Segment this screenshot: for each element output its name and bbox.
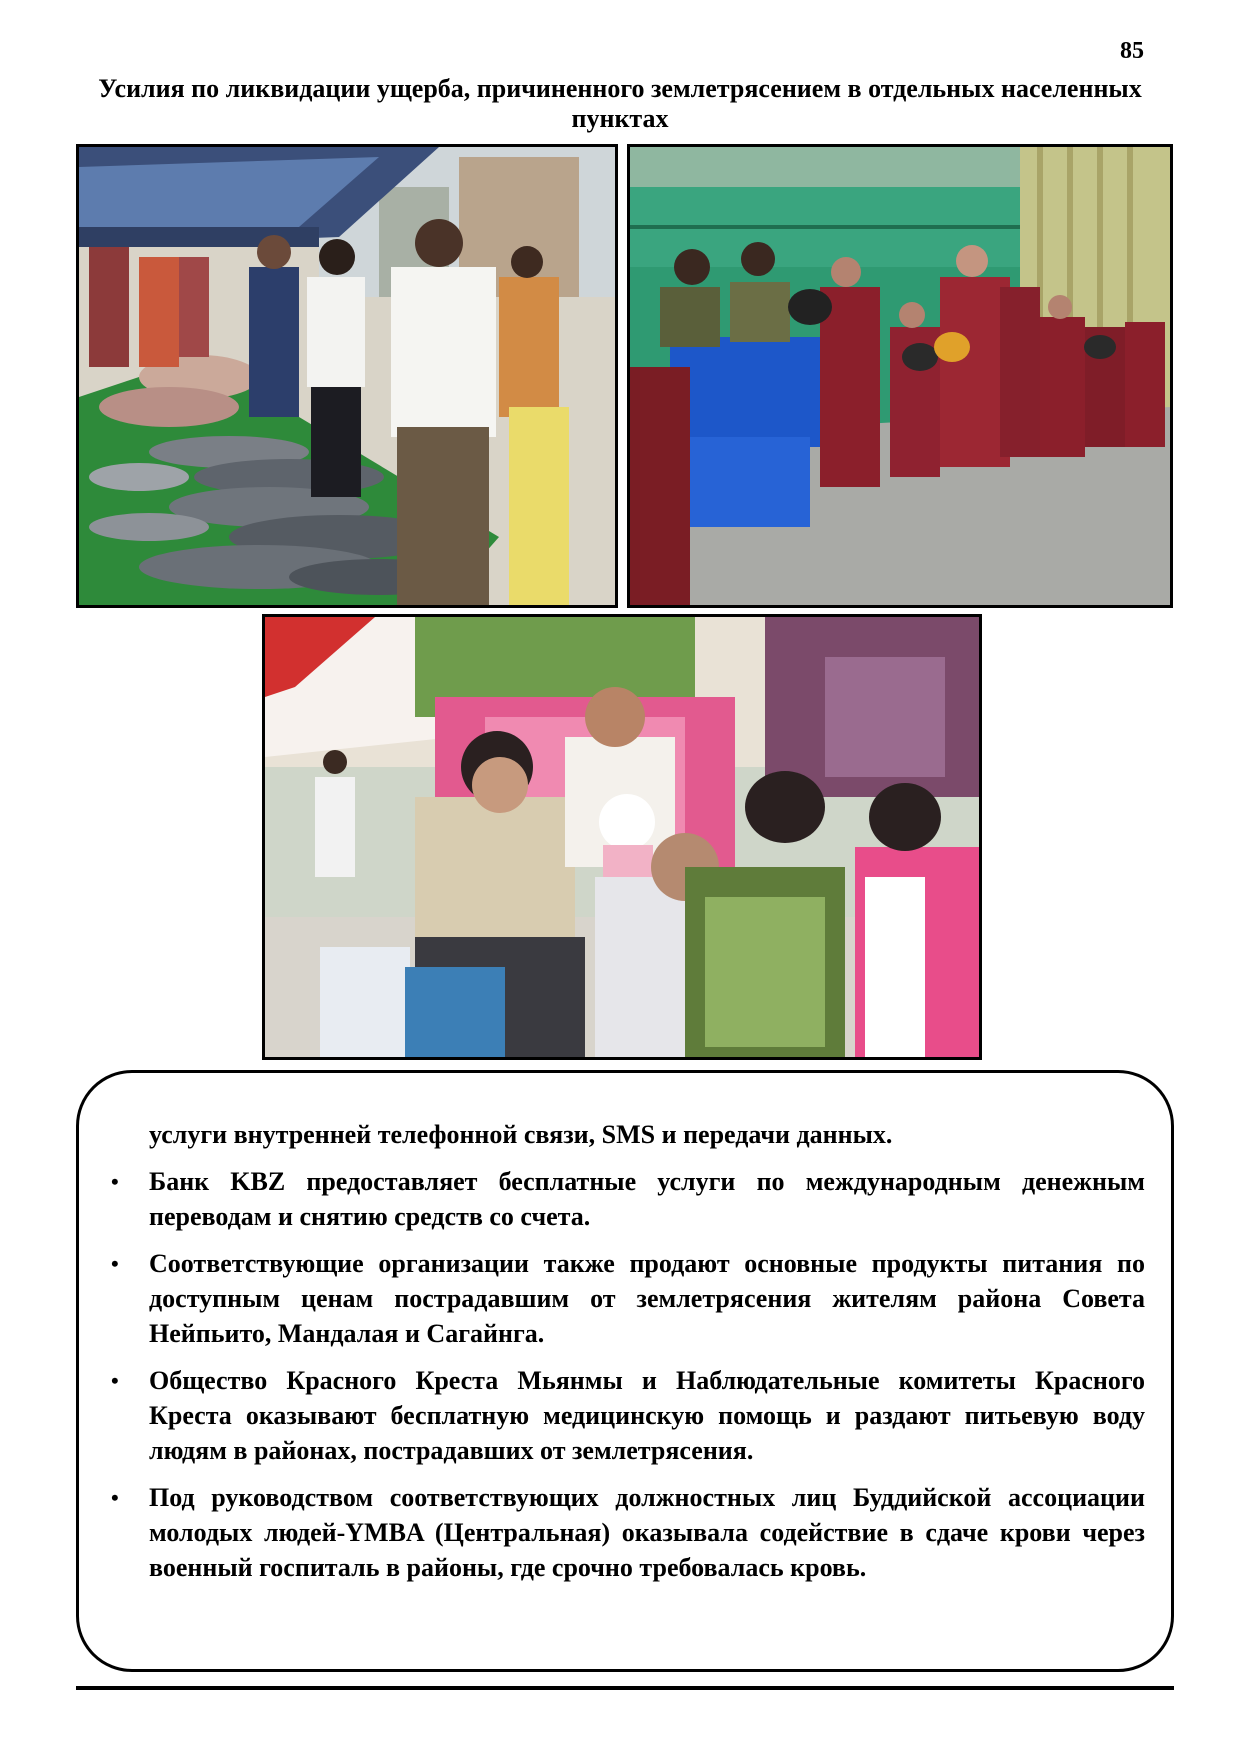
bullet-icon: • (111, 1169, 119, 1194)
bullet-text: Банк KBZ предоставляет бесплатные услуги по международным денежным переводам и снятию средств со счета. (149, 1167, 1145, 1231)
photo-red-cross-medical (262, 614, 982, 1060)
continued-line: услуги внутренней телефонной связи, SMS и передачи данных. (149, 1120, 893, 1149)
bullet-item-food-prices (111, 1246, 1145, 1351)
bullet-icon: • (111, 1251, 119, 1276)
bullet-icon: • (111, 1368, 119, 1393)
bottom-divider (76, 1686, 1174, 1690)
photo-fish-market (76, 144, 618, 608)
bullet-item-kbz (111, 1164, 1145, 1234)
bullet-text: Общество Красного Креста Мьянмы и Наблюдательные комитеты Красного Креста оказывают бесплатную медицинскую помощь и раздают питьевую воду людям в районах, пострадавших от землетрясения. (149, 1366, 1145, 1465)
bullet-text: Под руководством соответствующих должностных лиц Буддийской ассоциации молодых людей-YMBA (Центральная) оказывала содействие в сдаче крови через военный госпиталь в районы, где срочно требовалась кровь. (149, 1483, 1145, 1582)
bullet-item-ymba (111, 1480, 1145, 1585)
bullet-list (111, 1164, 1145, 1585)
bullet-icon: • (111, 1485, 119, 1510)
info-text-box (76, 1070, 1174, 1672)
bullet-text: Соответствующие организации также продают основные продукты питания по доступным ценам пострадавшим от землетрясения жителям района Совета Нейпьито, Мандалая и Сагайнга. (149, 1249, 1145, 1348)
info-text-content (111, 1117, 1145, 1597)
page-title: Усилия по ликвидации ущерба, причиненного землетрясением в отдельных населенных пунктах (98, 74, 1142, 133)
photo-monks-alms (627, 144, 1173, 608)
bullet-item-red-cross (111, 1363, 1145, 1468)
page-number: 85 (1120, 38, 1144, 64)
